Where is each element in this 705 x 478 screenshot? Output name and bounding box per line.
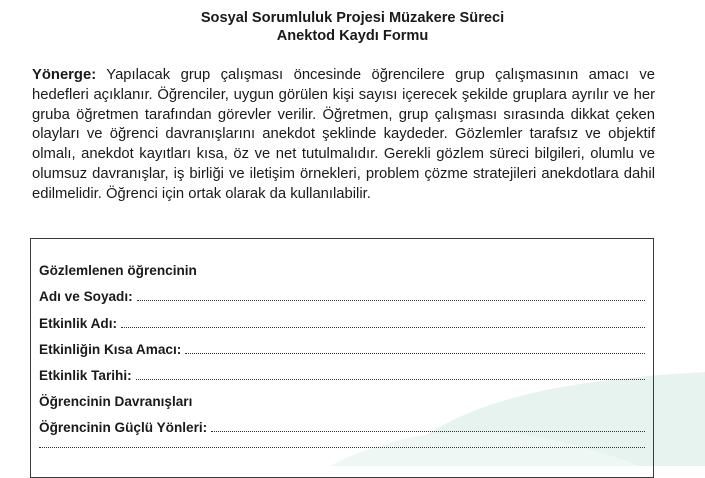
activity-purpose-field[interactable]	[39, 342, 645, 357]
activity-name-line[interactable]	[121, 326, 645, 328]
activity-name-label: Etkinlik Adı:	[39, 316, 118, 331]
instructions-text: Yapılacak grup çalışması öncesinde öğrencilere grup çalışmasının amacı ve hedefleri açıklanır. Öğrenciler, uygun görülen kişi sayısı içerecek şekilde gruplara ayrılır ve her gruba öğretmen tarafından görevler verilir. Öğretmen, grup çalışması sırasında dikkat çeken olayları ve öğrenci davranışlarını anekdot şeklinde kaydeder. Gözlemler tarafsız ve objektif olmalı, anekdot kayıtları kısa, öz ve net tutulmalıdır. Gerekli gözlem süreci bilgileri, olumlu ve olumsuz davranışlar, iş birliği ve iletişim örnekleri, problem çözme stratejileri anekdotlara dahil edilmelidir. Öğrenci için ortak olarak da kullanılabilir.	[32, 67, 655, 202]
form-title-line2: Anektod Kaydı Formu	[276, 28, 429, 44]
strengths-line[interactable]	[211, 430, 645, 432]
form-title-line1: Sosyal Sorumluluk Projesi Müzakere Süreci	[200, 10, 505, 26]
behaviors-heading	[39, 394, 645, 409]
activity-purpose-line[interactable]	[185, 352, 645, 354]
activity-date-line[interactable]	[136, 378, 645, 380]
observed-student-label: Gözlemlenen öğrencinin	[39, 263, 197, 278]
observed-student-heading	[39, 263, 645, 278]
activity-purpose-label: Etkinliğin Kısa Amacı:	[39, 342, 182, 357]
name-line[interactable]	[137, 299, 645, 301]
activity-name-field[interactable]	[39, 316, 645, 331]
instructions-label: Yönerge:	[32, 67, 97, 83]
strengths-field[interactable]	[39, 420, 645, 435]
behaviors-label: Öğrencinin Davranışları	[39, 394, 193, 409]
strengths-extra-line[interactable]	[39, 446, 645, 448]
strengths-extra-field[interactable]	[39, 446, 645, 451]
form-title	[0, 9, 705, 45]
name-label: Adı ve Soyadı:	[39, 289, 133, 304]
activity-date-field[interactable]	[39, 368, 645, 383]
activity-date-label: Etkinlik Tarihi:	[39, 368, 132, 383]
observation-form	[30, 238, 654, 478]
instructions-paragraph	[32, 66, 655, 205]
name-field[interactable]	[39, 289, 645, 304]
strengths-label: Öğrencinin Güçlü Yönleri:	[39, 420, 208, 435]
